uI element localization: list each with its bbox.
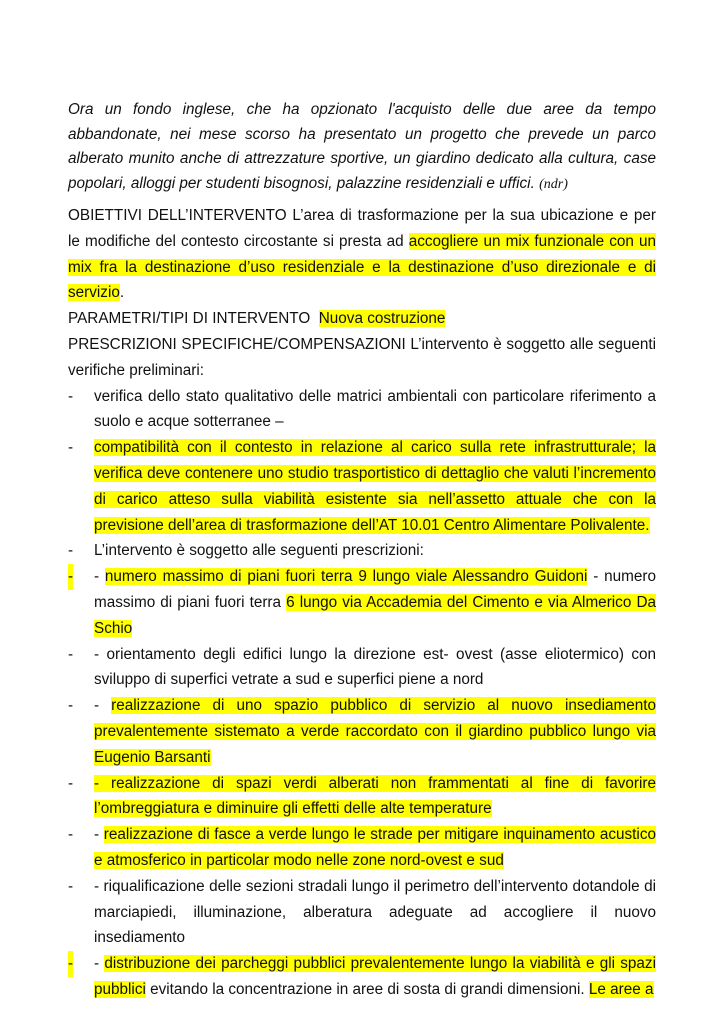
list-dash: - [68, 439, 74, 457]
obiettivi-text: OBIETTIVI DELL’INTERVENTO L’area di trasformazione per la sua ubicazione e per le modifiche del contesto circostante si presta ad [68, 207, 656, 250]
item-text-highlight: compatibilità con il contesto in relazione al carico sulla rete infrastrutturale; la verifica deve contenere uno studio trasportistico di dettaglio che valuti l’incremento di carico atteso sulla viabilità esistente sia nell’assetto attuale che con la previsione dell’area di trasformazione dell’AT 10.01 Centro Alimentare Polivalente. [94, 439, 656, 534]
item-text: - numero massimo di piani fuori terra [94, 568, 656, 611]
list-item [68, 951, 656, 1003]
parametri-label: PARAMETRI/TIPI DI INTERVENTO [68, 310, 311, 328]
list-item [68, 384, 656, 436]
item-text-highlight: numero massimo di piani fuori terra 9 lungo viale Alessandro Guidoni [104, 568, 588, 586]
list-item [68, 771, 656, 823]
item-prefix: - [94, 568, 105, 586]
item-text-highlight: realizzazione di uno spazio pubblico di servizio al nuovo insediamento prevalentemente sistemato a verde raccordato con il giardino pubblico lungo via Eugenio Barsanti [94, 697, 656, 766]
obiettivi-paragraph [68, 203, 656, 306]
list-item [68, 564, 656, 641]
item-text-highlight: 6 lungo via Accademia del Cimento e via Almerico Da Schio [94, 593, 656, 637]
list-dash: - [68, 826, 74, 844]
list-dash: - [68, 645, 74, 663]
item-text-highlight: Le aree a [588, 980, 654, 998]
intro-paragraph [68, 98, 656, 197]
list-dash-highlight: - [68, 564, 73, 590]
item-text-highlight: realizzazione di fasce a verde lungo le strade per mitigare inquinamento acustico e atmosferico in particolar modo nelle zone nord-ovest e sud [94, 826, 656, 869]
document-body [68, 203, 656, 1003]
list-dash: - [68, 542, 74, 560]
list-item [68, 435, 656, 538]
obiettivi-highlight: accogliere un mix funzionale con un mix fra la destinazione d’uso residenziale e la destinazione d’uso direzionale e di servizio [68, 232, 656, 302]
list-item [68, 538, 656, 564]
ndr-note: (ndr) [539, 177, 568, 193]
item-text-highlight: - realizzazione di spazi verdi alberati non frammentati al fine di favorire l’ombreggiatura e diminuire gli effetti delle alte temperature [94, 774, 656, 818]
list-dash: - [68, 697, 74, 715]
parametri-line [68, 306, 656, 332]
intro-text: Ora un fondo inglese, che ha opzionato l'acquisto delle due aree da tempo abbandonate, nei mese scorso ha presentato un progetto che prevede un parco alberato munito anche di attrezzature sportive, un giardino dedicato alla cultura, case popolari, alloggi per studenti bisognosi, palazzine residenziali e uffici. [68, 101, 656, 193]
item-text: verifica dello stato qualitativo delle matrici ambientali con particolare riferimento a suolo e acque sotterranee – [94, 387, 656, 431]
item-text: L’intervento è soggetto alle seguenti prescrizioni: [94, 542, 424, 560]
list-dash: - [68, 387, 74, 405]
prescrizioni-text: PRESCRIZIONI SPECIFICHE/COMPENSAZIONI L’intervento è soggetto alle seguenti verifiche preliminari: [68, 335, 656, 379]
list-item [68, 642, 656, 694]
list-item [68, 874, 656, 951]
list-item [68, 822, 656, 874]
item-text: evitando la concentrazione in aree di sosta di grandi dimensioni. [145, 980, 589, 998]
item-prefix: - [94, 955, 105, 973]
parametri-value: Nuova costruzione [318, 310, 446, 328]
list-dash: - [68, 877, 74, 895]
item-text-highlight: distribuzione dei parcheggi pubblici prevalentemente lungo la viabilità e gli spazi pubblici [94, 955, 656, 998]
list-dash: - [68, 774, 74, 792]
obiettivi-end: . [119, 284, 125, 302]
item-text: - orientamento degli edifici lungo la direzione est- ovest (asse eliotermico) con sviluppo di superfici vetrate a sud e superfici piene a nord [94, 645, 656, 689]
item-text: - riqualificazione delle sezioni stradali lungo il perimetro dell’intervento dotandole di marciapiedi, illuminazione, alberatura adeguate ad accogliere il nuovo insediamento [94, 877, 656, 947]
list-item [68, 693, 656, 770]
prescrizioni-paragraph [68, 332, 656, 384]
item-prefix: - [94, 697, 112, 715]
list-dash-highlight: - [68, 951, 73, 977]
item-prefix: - [94, 826, 104, 844]
